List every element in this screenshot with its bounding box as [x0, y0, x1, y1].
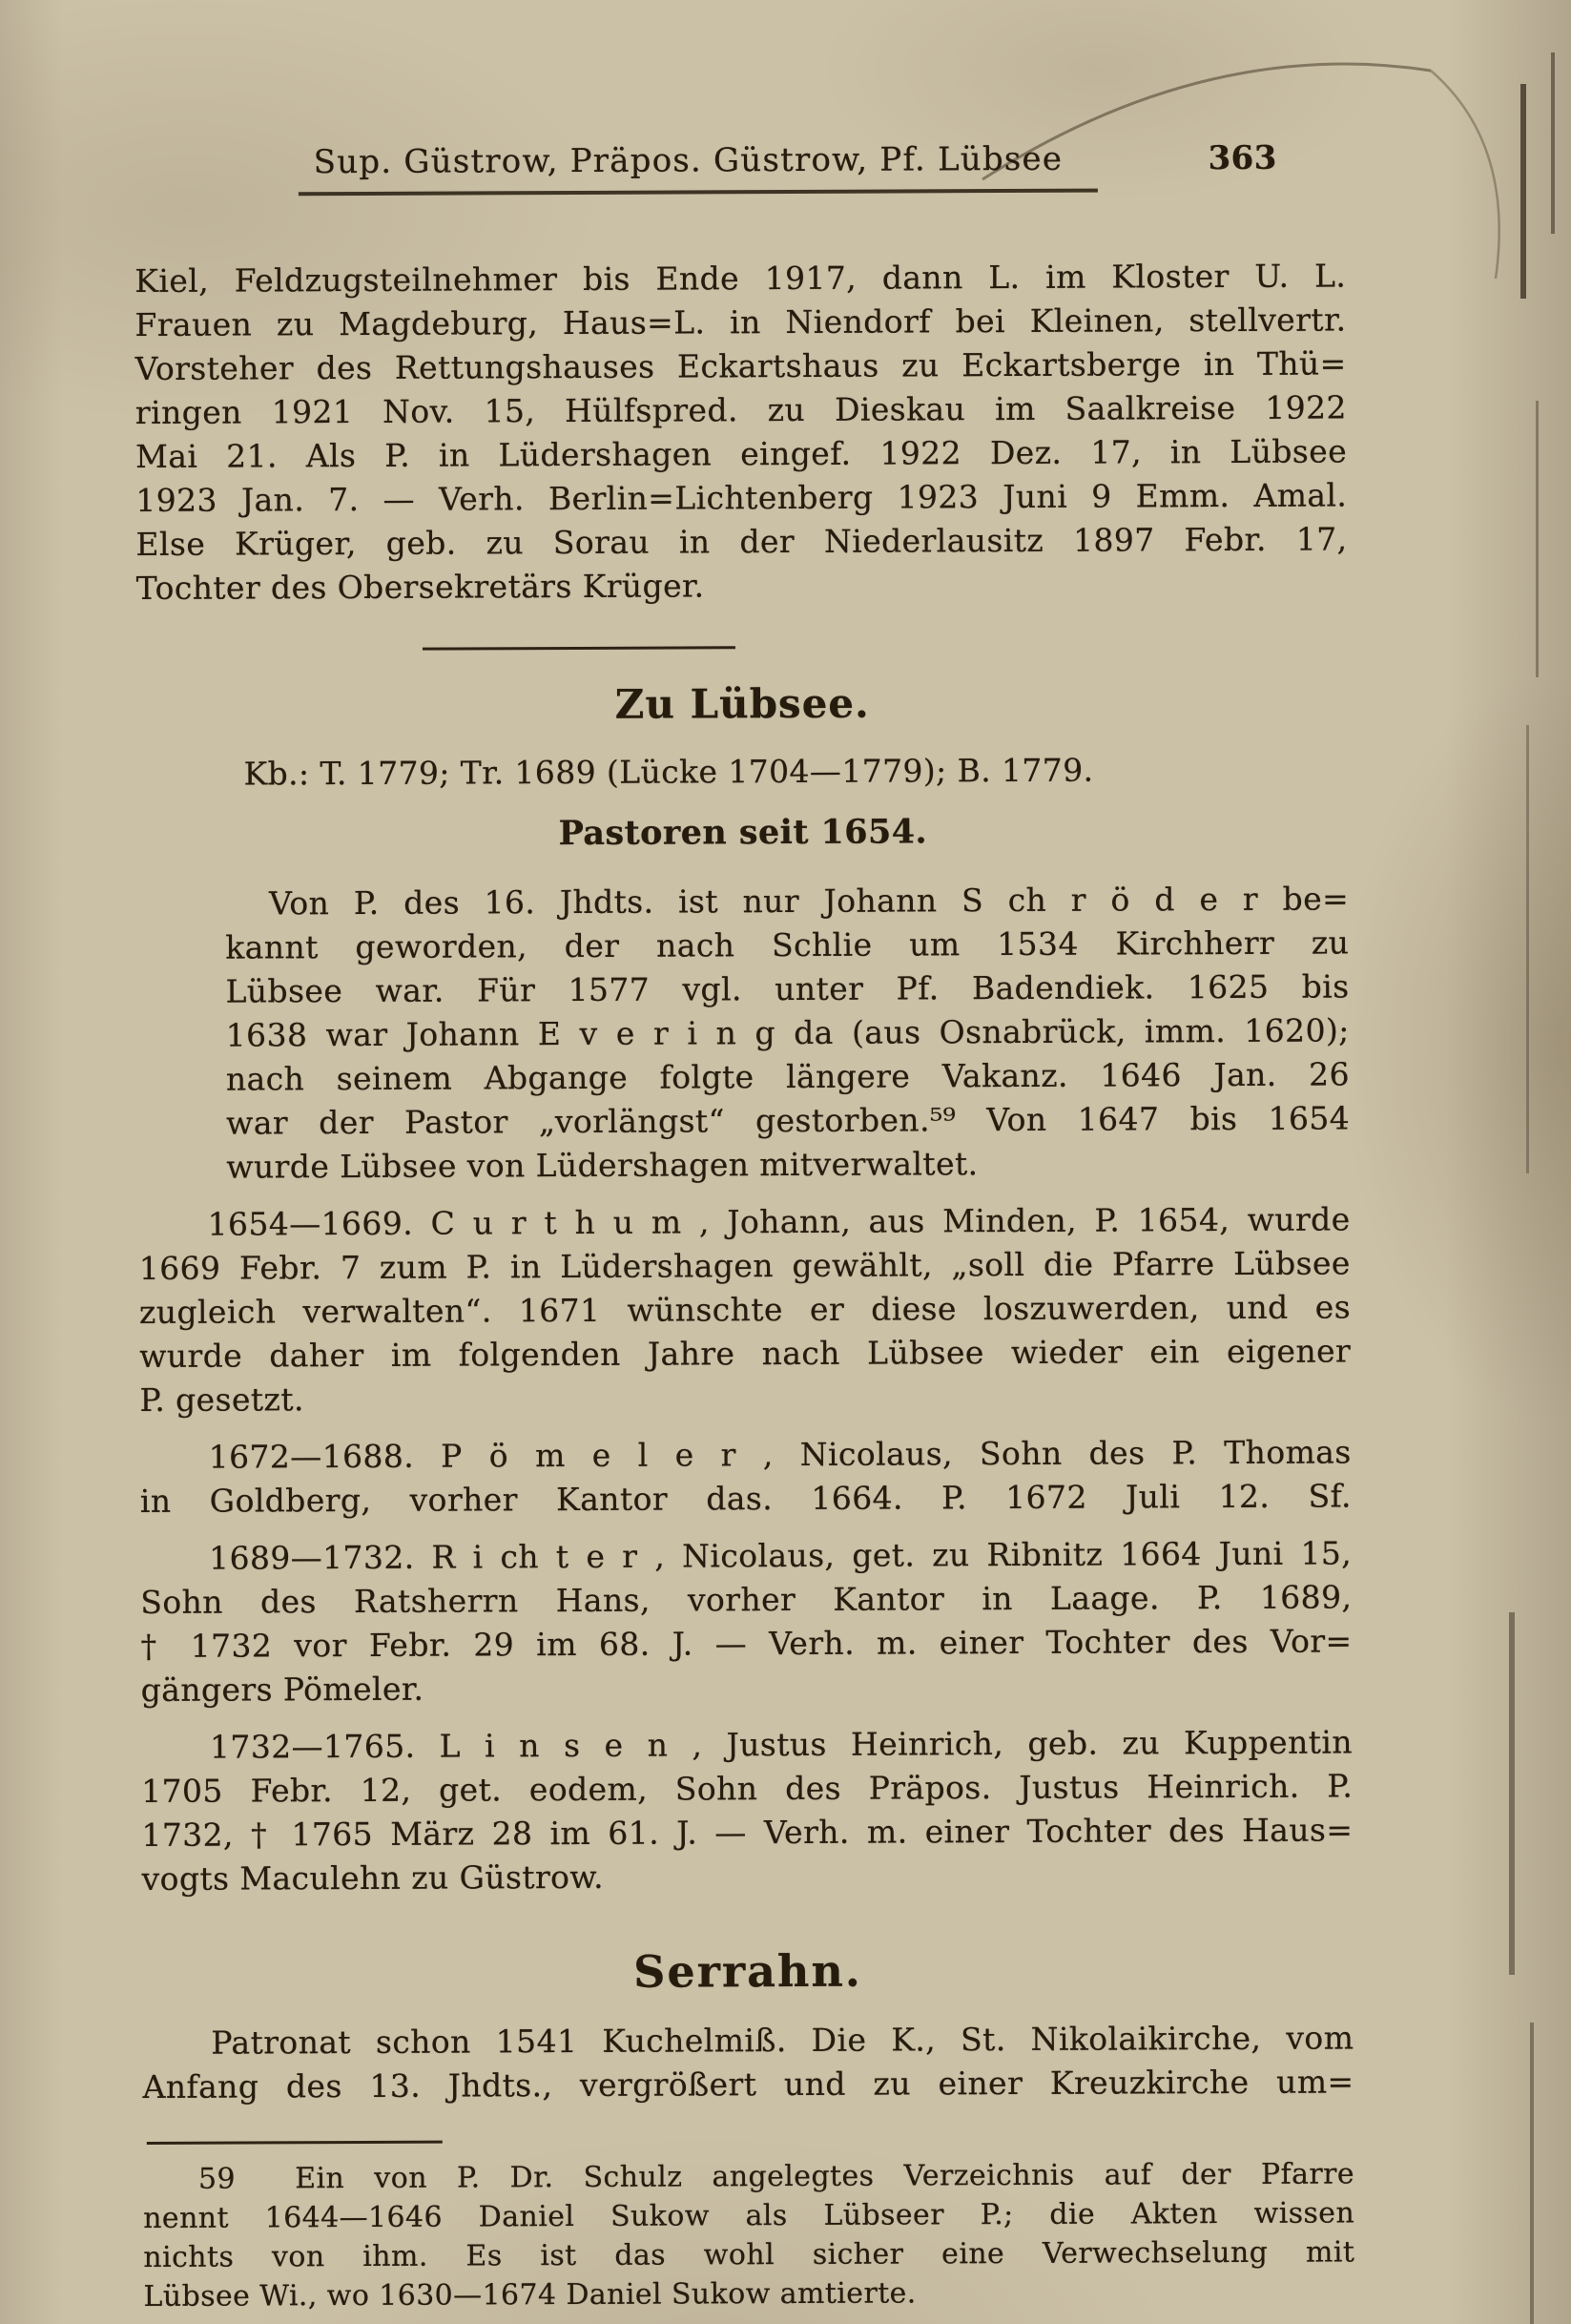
text-line: † 1732 vor Febr. 29 im 68. J. — Verh. m. einer Tochter des Vor= [140, 1622, 1353, 1665]
section-heading-serrahn: Serrahn. [633, 1944, 862, 1998]
header-rule [299, 189, 1098, 197]
text-line: nach seinem Abgange folgte längere Vakanz. 1646 Jan. 26 [225, 1055, 1351, 1098]
text-line: nennt 1644—1646 Daniel Sukow als Lübseer P.; die Akten wissen [143, 2196, 1355, 2235]
binding-mark [1536, 401, 1539, 677]
subheading-pastoren: Pastoren seit 1654. [558, 812, 928, 854]
page-header [134, 135, 1346, 185]
text-line: Patronat schon 1541 Kuchelmiß. Die K., St. Nikolaikirche, vom [211, 2019, 1354, 2062]
text-line: Vorsteher des Rettungshauses Eckartshaus zu Eckartsberge in Thü= [134, 344, 1347, 387]
text-line: 1638 war Johann E v e r i n g da (aus Osnabrück, imm. 1620); [225, 1011, 1350, 1054]
text-line: 1705 Febr. 12, get. eodem, Sohn des Präpos. Justus Heinrich. P. [141, 1767, 1354, 1810]
section-divider [423, 646, 735, 650]
paragraph-schroeder-overview [225, 877, 1350, 1189]
binding-mark [1526, 725, 1529, 1173]
text-line: Von P. des 16. Jhdts. ist nur Johann S ch r ö d e r be= [269, 880, 1350, 923]
binding-mark [1551, 52, 1555, 234]
entry-curthum [139, 1197, 1352, 1422]
text-line: gängers Pömeler. [140, 1670, 424, 1709]
text-line: Tochter des Obersekretärs Krüger. [135, 567, 705, 607]
text-line: 1654—1669. C u r t h u m , Johann, aus Minden, P. 1654, wurde [207, 1200, 1351, 1243]
intro-paragraph [134, 254, 1348, 611]
text-line: Lübsee Wi., wo 1630—1674 Daniel Sukow amtierte. [143, 2276, 917, 2314]
text-line: kannt geworden, der nach Schlie um 1534 Kirchherr zu [225, 923, 1350, 966]
text-line: Frauen zu Magdeburg, Haus=L. in Niendorf bei Kleinen, stellvertr. [134, 301, 1347, 343]
text-line: Sohn des Ratsherrn Hans, vorher Kantor in Laage. P. 1689, [140, 1578, 1353, 1621]
text-line: 1732—1765. L i n s e n , Justus Heinrich, geb. zu Kuppentin [209, 1723, 1354, 1766]
section-heading-luebsee: Zu Lübsee. [614, 679, 870, 728]
text-line: nichts von ihm. Es ist das wohl sicher eine Verwechselung mit [143, 2235, 1355, 2274]
entry-linsen [141, 1720, 1354, 1901]
text-column [134, 0, 1355, 2316]
text-line: 1923 Jan. 7. — Verh. Berlin=Lichtenberg 1923 Juni 9 Emm. Amal. [135, 476, 1348, 519]
text-line: 1672—1688. P ö m e l e r , Nicolaus, Sohn des P. Thomas [208, 1433, 1352, 1476]
text-line: war der Pastor „vorlängst“ gestorben.⁵⁹ Von 1647 bis 1654 [226, 1099, 1351, 1142]
text-line: in Goldberg, vorher Kantor das. 1664. P. 1672 Juli 12. Sf. [139, 1477, 1352, 1520]
running-title: Sup. Güstrow, Präpos. Güstrow, Pf. Lübsee [313, 139, 1064, 182]
footnote-59 [143, 2154, 1355, 2316]
text-line: wurde Lübsee von Lüdershagen mitverwaltet. [226, 1145, 979, 1186]
text-line: 1689—1732. R i ch t e r , Nicolaus, get. zu Ribnitz 1664 Juni 15, [209, 1534, 1353, 1577]
church-register-line: Kb.: T. 1779; Tr. 1689 (Lücke 1704—1779); B. 1779. [243, 751, 1094, 793]
text-line: Mai 21. Als P. in Lüdershagen eingef. 1922 Dez. 17, in Lübsee [135, 432, 1348, 475]
binding-mark [1509, 1612, 1515, 1975]
text-line: zugleich verwalten“. 1671 wünschte er diese loszuwerden, und es [138, 1288, 1352, 1331]
entry-poemeler [140, 1430, 1352, 1524]
text-line: 1669 Febr. 7 zum P. in Lüdershagen gewählt, „soll die Pfarre Lübsee [138, 1244, 1351, 1287]
paragraph-serrahn [142, 2016, 1354, 2109]
text-line: Kiel, Feldzugsteilnehmer bis Ende 1917, dann L. im Kloster U. L. [134, 257, 1347, 300]
text-line: 59 Ein von P. Dr. Schulz angelegtes Verzeichnis auf der Pfarre [197, 2157, 1355, 2196]
text-line: Anfang des 13. Jhdts., vergrößert und zu einer Kreuzkirche um= [142, 2063, 1354, 2106]
text-line: 1732, † 1765 März 28 im 61. J. — Verh. m. einer Tochter des Haus= [141, 1811, 1354, 1854]
text-line: Else Krüger, geb. zu Sorau in der Niederlausitz 1897 Febr. 17, [135, 520, 1348, 563]
text-line: P. gesetzt. [139, 1380, 304, 1419]
page-curl-line [1431, 71, 1499, 279]
entry-richter [140, 1531, 1353, 1712]
text-line: vogts Maculehn zu Güstrow. [141, 1857, 605, 1898]
footnote-divider [147, 2141, 443, 2145]
binding-mark [1530, 2023, 1534, 2324]
text-line: Lübsee war. Für 1577 vgl. unter Pf. Badendiek. 1625 bis [225, 967, 1350, 1010]
page-number: 363 [1208, 138, 1277, 178]
text-line: ringen 1921 Nov. 15, Hülfspred. zu Dieskau im Saalkreise 1922 [134, 388, 1347, 431]
binding-mark [1520, 84, 1526, 299]
text-line: wurde daher im folgenden Jahre nach Lübsee wieder ein eigener [139, 1332, 1352, 1375]
